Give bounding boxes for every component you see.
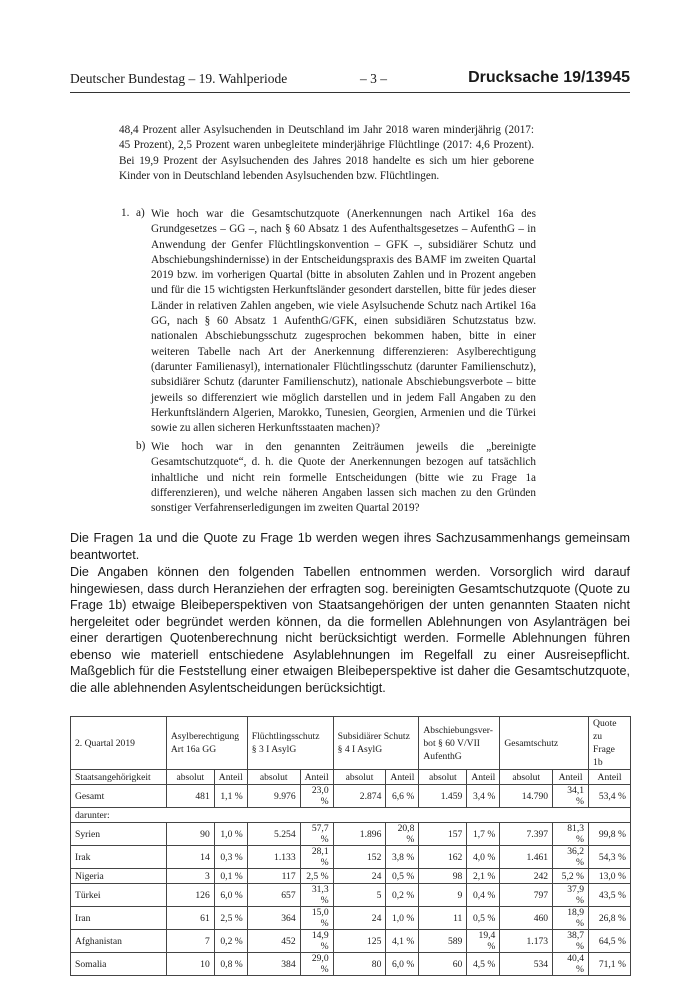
subheader-absolut: absolut: [333, 770, 386, 785]
cell: 4,5 %: [467, 953, 500, 976]
cell: 61: [166, 907, 214, 930]
cell: 384: [247, 953, 300, 976]
cell: 7.397: [500, 823, 553, 846]
cell: 36,2 %: [553, 846, 589, 869]
cell: 28,1 %: [300, 846, 333, 869]
subheader-anteil: Anteil: [589, 770, 631, 785]
question-b-label: b): [136, 440, 146, 452]
col-header-gesamtschutz: Gesamtschutz: [500, 717, 589, 770]
cell: 2,5 %: [300, 869, 333, 884]
answer-paragraph-2: Die Angaben können den folgenden Tabellen entnommen werden. Vorsorglich wird darauf hingewiesen, dass durch Heranziehen der erfragten sog. bereinigten Gesamtschutzquote (Quote zu Frage 1b) etwaige Bleibeperspektiven von Staatsangehörigen der unten genannten Staaten nicht hergeleitet oder begründet werden können, da die formellen Ablehnungen von Asylanträgen bei einer derartigen Quotenberechnung nicht berücksichtigt werden. Formelle Ablehnungen führen ebenso wie materiell entschiedene Asylablehnungen im Regelfall zu einer Ausreisepflicht. Maßgeblich für die Feststellung einer etwaigen Bleibeperspektive ist daher die Gesamtschutzquote, die alle ablehnenden Asylentscheidungen berücksichtigt.: [70, 565, 630, 695]
cell: 13,0 %: [589, 869, 631, 884]
header-page-number: – 3 –: [360, 71, 387, 86]
row-label: Türkei: [71, 884, 167, 907]
subheader-label: Staatsangehörigkeit: [71, 770, 167, 785]
col-header-fluechtlingsschutz: Flüchtlingsschutz § 3 I AsylG: [247, 717, 333, 770]
cell: 1,0 %: [386, 907, 419, 930]
cell: 0,1 %: [214, 869, 247, 884]
cell: 0,2 %: [386, 884, 419, 907]
cell: 242: [500, 869, 553, 884]
subheader-anteil: Anteil: [467, 770, 500, 785]
subheader-absolut: absolut: [166, 770, 214, 785]
cell: 1,0 %: [214, 823, 247, 846]
table-row: [71, 823, 631, 846]
cell: 5: [333, 884, 386, 907]
answer-paragraph-1: Die Fragen 1a und die Quote zu Frage 1b werden wegen ihres Sachzusammenhangs gemeinsam beantwortet.: [70, 531, 630, 562]
cell: 117: [247, 869, 300, 884]
subheader-absolut: absolut: [500, 770, 553, 785]
cell: 81,3 %: [553, 823, 589, 846]
row-label: Syrien: [71, 823, 167, 846]
cell: 60: [419, 953, 467, 976]
cell: 2,5 %: [214, 907, 247, 930]
cell: 7: [166, 930, 214, 953]
cell: 6,6 %: [386, 785, 419, 808]
cell: 43,5 %: [589, 884, 631, 907]
table-row: [71, 930, 631, 953]
cell: 452: [247, 930, 300, 953]
cell: 1.461: [500, 846, 553, 869]
row-label: Irak: [71, 846, 167, 869]
cell: 53,4 %: [589, 785, 631, 808]
cell: 14: [166, 846, 214, 869]
cell: 364: [247, 907, 300, 930]
cell: 40,4 %: [553, 953, 589, 976]
cell: 4,0 %: [467, 846, 500, 869]
cell: 0,5 %: [386, 869, 419, 884]
cell: 1,7 %: [467, 823, 500, 846]
cell: 31,3 %: [300, 884, 333, 907]
header-parliament: Deutscher Bundestag – 19. Wahlperiode: [70, 71, 288, 86]
cell: 99,8 %: [589, 823, 631, 846]
cell: 0,2 %: [214, 930, 247, 953]
cell: 19,4 %: [467, 930, 500, 953]
cell: 3: [166, 869, 214, 884]
cell: 57,7 %: [300, 823, 333, 846]
cell: 797: [500, 884, 553, 907]
cell: 125: [333, 930, 386, 953]
country-rows: [71, 823, 631, 976]
question-a-label: a): [136, 207, 145, 219]
table-subheader-row: [71, 770, 631, 785]
protection-rate-table: [70, 716, 631, 976]
subheader-anteil: Anteil: [386, 770, 419, 785]
cell: 71,1 %: [589, 953, 631, 976]
cell: 20,8 %: [386, 823, 419, 846]
col-header-asylberechtigung: Asylberechtigung Art 16a GG: [166, 717, 247, 770]
table-header-row: [71, 717, 631, 770]
cell: 10: [166, 953, 214, 976]
cell: 14.790: [500, 785, 553, 808]
cell: 0,4 %: [467, 884, 500, 907]
quarter-header: 2. Quartal 2019: [71, 717, 167, 770]
cell: 481: [166, 785, 214, 808]
intro-paragraph: 48,4 Prozent aller Asylsuchenden in Deutschland im Jahr 2018 waren minderjährig (2017: 45 Prozent), 2,5 Prozent waren unbegleitete minderjährige Flüchtlinge (2017: 4,6 Prozent). Bei 19,9 Prozent der Asylsuchenden des Jahres 2018 handelte es sich um hier geborene Kinder von in Deutschland lebenden Asylsuchenden bzw. Flüchtlingen.: [119, 124, 534, 182]
cell: 126: [166, 884, 214, 907]
cell: 4,1 %: [386, 930, 419, 953]
cell: 18,9 %: [553, 907, 589, 930]
row-label: Nigeria: [71, 869, 167, 884]
subheader-anteil: Anteil: [214, 770, 247, 785]
cell: 11: [419, 907, 467, 930]
row-label: Afghanistan: [71, 930, 167, 953]
cell: 1.459: [419, 785, 467, 808]
question-a-text: Wie hoch war die Gesamtschutzquote (Anerkennungen nach Artikel 16a des Grundgesetzes – GG –, nach § 60 Absatz 1 des Aufenthaltsgesetzes – AufenthG – in Anwendung der Genfer Flüchtlingskonvention – GFK –, subsidiärer Schutz und Abschiebungshindernisse) in der Entscheidungspraxis des BAMF im zweiten Quartal 2019 bzw. im vorherigen Quartal (bitte in absoluten Zahlen und in Prozent angeben und für die 15 wichtigsten Herkunftsländer gesondert darstellen, bitte für jedes dieser Länder in relativen Zahlen angeben, wie viele Asylsuchende Schutz nach Artikel 16a GG, nach § 60 Absatz 1 AufenthG/GFK, einen subsidiären Schutzstatus bzw. nationalen Abschiebungsschutz zugesprochen bekommen haben, bitte in einer weiteren Tabelle nach Art der Anerkennung differenzieren: Asylberechtigung (darunter Familienasyl), internationaler Flüchtlingsschutz (darunter Familienschutz), subsidiärer Schutz (darunter Familienschutz), nationale Abschiebungsverbote – bitte jeweils so differenziert wie möglich darstellen und in jedem Fall Angaben zu den Herkunftsländern Algerien, Marokko, Tunesien, Georgien, Armenien und die Türkei sowie zu allen sicheren Herkunftsstaaten machen)?: [151, 208, 536, 435]
table-row: [71, 869, 631, 884]
cell: 589: [419, 930, 467, 953]
cell: 0,3 %: [214, 846, 247, 869]
col-header-quote: Quote zu Frage 1b: [589, 717, 631, 770]
cell: 6,0 %: [214, 884, 247, 907]
row-label: Iran: [71, 907, 167, 930]
header-document-number: Drucksache 19/13945: [468, 69, 630, 86]
table-row: [71, 907, 631, 930]
cell: 3,8 %: [386, 846, 419, 869]
cell: 34,1 %: [553, 785, 589, 808]
cell: 24: [333, 869, 386, 884]
cell: 15,0 %: [300, 907, 333, 930]
cell: 0,8 %: [214, 953, 247, 976]
cell: 6,0 %: [386, 953, 419, 976]
table-row: [71, 846, 631, 869]
header-rule: [70, 92, 630, 93]
subheader-anteil: Anteil: [553, 770, 589, 785]
cell: 2,1 %: [467, 869, 500, 884]
cell: 37,9 %: [553, 884, 589, 907]
subheader-absolut: absolut: [419, 770, 467, 785]
cell: 98: [419, 869, 467, 884]
subheader-absolut: absolut: [247, 770, 300, 785]
table-row-total: [71, 785, 631, 808]
col-header-abschiebungsverbot: Abschiebungsver- bot § 60 V/VII AufenthG: [419, 717, 500, 770]
cell: 90: [166, 823, 214, 846]
cell: 80: [333, 953, 386, 976]
cell: 157: [419, 823, 467, 846]
cell: 1.133: [247, 846, 300, 869]
question-b-text: Wie hoch war in den genannten Zeiträumen jeweils die „bereinigte Gesamtschutzquote“, d. h. die Quote der Anerkennungen bezogen auf tatsächlich inhaltliche und nicht rein formelle Entscheidungen (bitte wie zu Frage 1a differenzieren), und welche näheren Angaben lassen sich machen zu den Gründen sonstiger Verfahrenserledigungen im zweiten Quartal 2019?: [151, 441, 536, 515]
cell: 1.896: [333, 823, 386, 846]
subheader-anteil: Anteil: [300, 770, 333, 785]
cell: 38,7 %: [553, 930, 589, 953]
table-row-darunter: [71, 808, 631, 823]
cell: 1,1 %: [214, 785, 247, 808]
cell: 64,5 %: [589, 930, 631, 953]
cell: 534: [500, 953, 553, 976]
cell: 9: [419, 884, 467, 907]
cell: 14,9 %: [300, 930, 333, 953]
question-number: 1.: [121, 207, 130, 219]
cell: 9.976: [247, 785, 300, 808]
row-label: Gesamt: [71, 785, 167, 808]
cell: 26,8 %: [589, 907, 631, 930]
cell: 162: [419, 846, 467, 869]
col-header-subsidiaer: Subsidiärer Schutz § 4 I AsylG: [333, 717, 419, 770]
cell: 3,4 %: [467, 785, 500, 808]
table-row: [71, 953, 631, 976]
cell: 5.254: [247, 823, 300, 846]
row-label: Somalia: [71, 953, 167, 976]
cell: 0,5 %: [467, 907, 500, 930]
cell: 23,0 %: [300, 785, 333, 808]
cell: 29,0 %: [300, 953, 333, 976]
cell: 24: [333, 907, 386, 930]
cell: 2.874: [333, 785, 386, 808]
cell: 1.173: [500, 930, 553, 953]
cell: 5,2 %: [553, 869, 589, 884]
cell: 152: [333, 846, 386, 869]
cell: 460: [500, 907, 553, 930]
cell: 657: [247, 884, 300, 907]
cell: 54,3 %: [589, 846, 631, 869]
table-row: [71, 884, 631, 907]
darunter-label: darunter:: [71, 808, 631, 823]
